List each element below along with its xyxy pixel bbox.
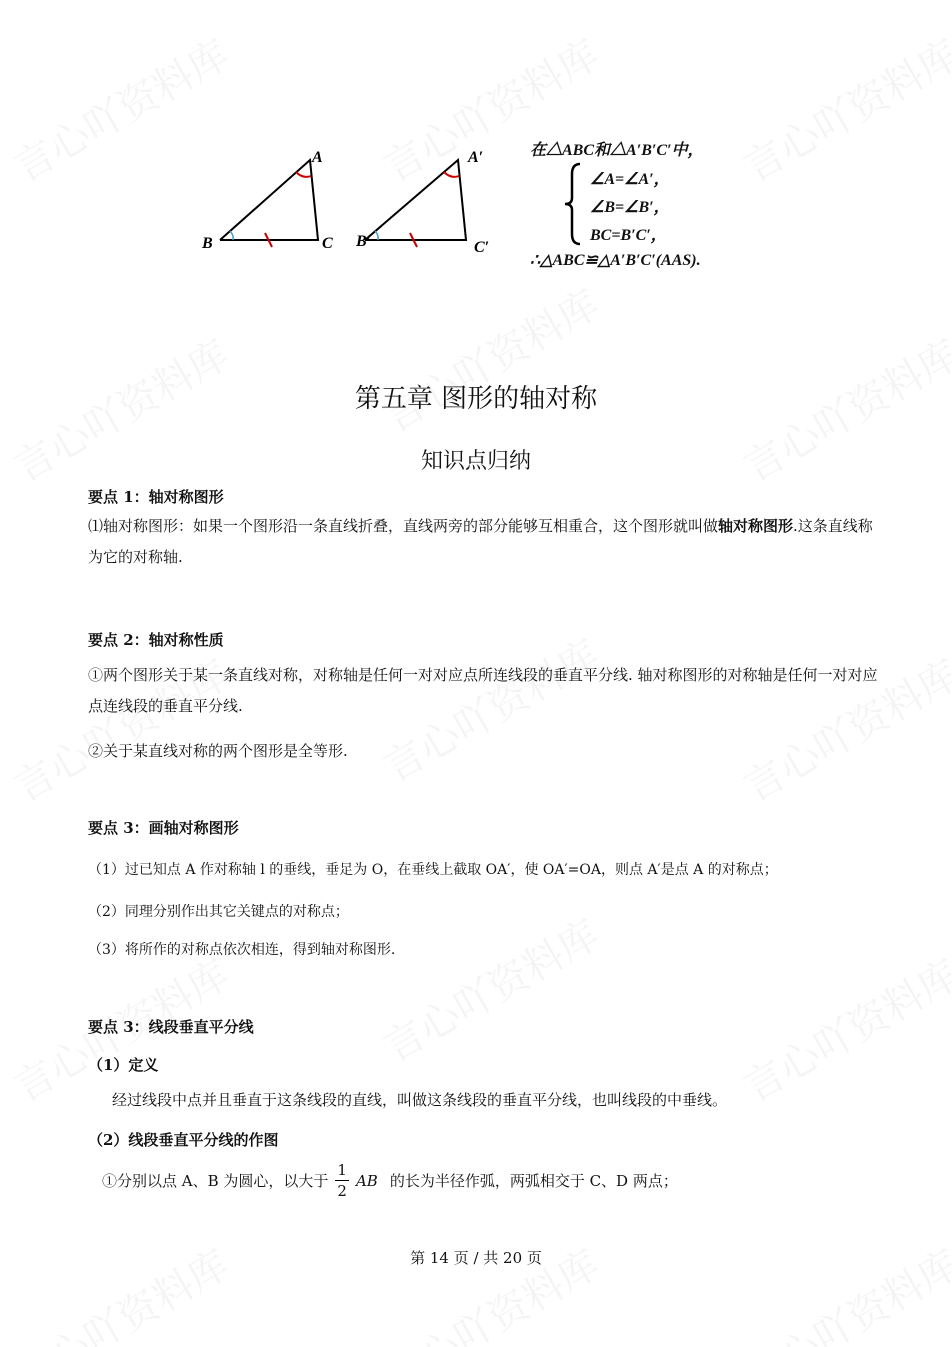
fraction-denominator: 2 — [337, 1182, 347, 1200]
section-title: 知识点归纳 — [420, 449, 531, 474]
label-A-prime: A′ — [468, 149, 484, 166]
page-footer: 第 14 页 / 共 20 页 — [410, 1249, 542, 1267]
k4-step-1 — [102, 1160, 678, 1201]
k2-heading: 要点 2：轴对称性质 — [88, 631, 224, 649]
proof-line-2: ∠A=∠A′， — [590, 171, 670, 188]
k4-def-label: （1）定义 — [88, 1056, 159, 1074]
label-B: B — [202, 235, 213, 252]
proof-conclusion: ∴△ABC≌△A′B′C′(AAS). — [530, 252, 701, 269]
k1-text-a: ⑴轴对称图形：如果一个图形沿一条直线折叠，直线两旁的部分能够互相重合，这个图形就叫做 — [88, 517, 719, 535]
k1-bold: 轴对称图形 — [718, 517, 794, 535]
k3-line-3: （3）将所作的对称点依次相连，得到轴对称图形. — [88, 942, 396, 958]
brace-icon — [562, 162, 584, 246]
k4-draw-label: （2）线段垂直平分线的作图 — [88, 1131, 279, 1149]
k4-def-text: 经过线段中点并且垂直于这条线段的直线，叫做这条线段的垂直平分线，也叫线段的中垂线。 — [112, 1091, 728, 1109]
label-B-prime: B′ — [356, 233, 372, 250]
watermark-text — [732, 24, 952, 193]
chapter-title: 第五章 图形的轴对称 — [354, 384, 598, 414]
k1-heading: 要点 1：轴对称图形 — [88, 488, 224, 506]
proof-line-1: 在△ABC和△A′B′C′中， — [530, 142, 704, 159]
k2-line-1: ①两个图形关于某一条直线对称，对称轴是任何一对对应点所连线段的垂直平分线. 轴对称图形的对称轴是任何一对对应点连线段的垂直平分线. — [88, 666, 878, 715]
proof-line-4: BC=B′C′， — [590, 227, 667, 244]
fraction-one-half — [335, 1160, 349, 1201]
label-A: A — [312, 149, 323, 166]
proof-line-3: ∠B=∠B′， — [590, 199, 670, 216]
k2-line-2: ②关于某直线对称的两个图形是全等形. — [88, 742, 348, 760]
segment-AB: AB — [355, 1171, 378, 1190]
k4-heading: 要点 3：线段垂直平分线 — [88, 1018, 254, 1036]
k3-line-2: （2）同理分别作出其它关键点的对称点； — [88, 904, 349, 920]
k3-heading: 要点 3：画轴对称图形 — [88, 819, 239, 837]
label-C-prime: C′ — [474, 239, 490, 256]
step1-text-a: ①分别以点 A、B 为圆心，以大于 — [102, 1172, 329, 1190]
step1-text-b: 的长为半径作弧，两弧相交于 C、D 两点； — [389, 1172, 678, 1190]
label-C: C — [322, 235, 333, 252]
triangle-figure — [190, 130, 520, 270]
watermark-text — [372, 274, 608, 443]
k1-text — [88, 511, 878, 573]
fraction-numerator: 1 — [337, 1161, 347, 1179]
k3-line-1: （1）过已知点 A 作对称轴 l 的垂线，垂足为 O，在垂线上截取 OA′，使 OA′=OA，则点 A′是点 A 的对称点； — [88, 862, 778, 878]
k1-text-b: .这条直线称为它的对称轴. — [88, 517, 873, 566]
watermark-text — [372, 904, 608, 1073]
